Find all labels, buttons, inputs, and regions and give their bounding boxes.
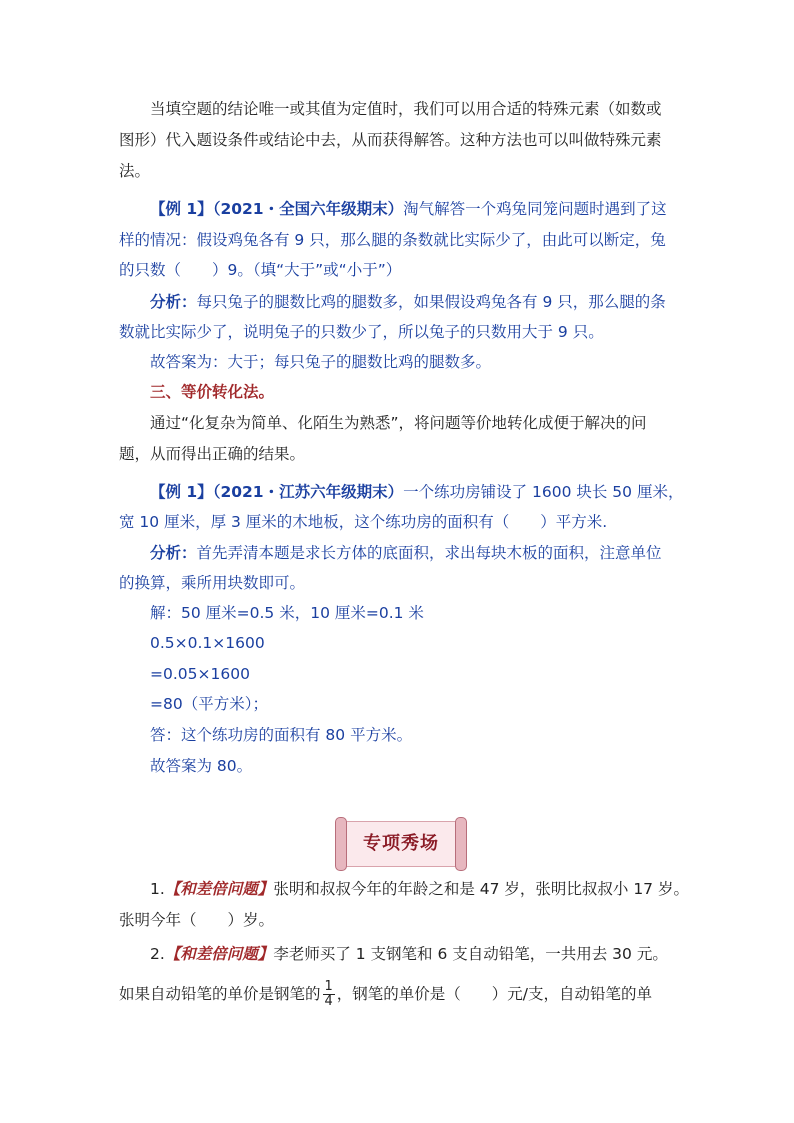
solution-line-2: 0.5×0.1×1600 [150,634,265,652]
question-text: 李老师买了 1 支钢笔和 6 支自动铅笔，一共用去 30 元。 [273,945,668,963]
section-3-heading: 三、等价转化法。 [150,383,275,401]
fraction-denominator: 4 [324,994,333,1009]
example-1-line-3: 的只数（ ）9。（填“大于”或“小于”） [119,261,402,279]
intro-line-2: 图形）代入题设条件或结论中去，从而获得解答。这种方法也可以叫做特殊元素 [119,131,662,149]
example-1-line-1 [150,199,667,219]
question-tag: 【和差倍问题】 [164,945,274,963]
section-banner [333,817,469,869]
example-text: 淘气解答一个鸡兔同笼问题时遇到了这 [403,200,667,218]
section-3-line-1: 通过“化复杂为简单、化陌生为熟悉”，将问题等价地转化成便于解决的问 [150,414,647,432]
question-tag: 【和差倍问题】 [164,880,274,898]
solution-line-6: 故答案为 80。 [150,757,253,775]
example-1-line-2: 样的情况：假设鸡兔各有 9 只，那么腿的条数就比实际少了，由此可以断定，兔 [119,231,666,249]
example-source: （2021・全国六年级期末） [212,200,404,218]
example-1-analysis-2: 数就比实际少了，说明兔子的只数少了，所以兔子的只数用大于 9 只。 [119,323,604,341]
question-1-line-1 [150,879,689,899]
analysis-text: 每只兔子的腿数比鸡的腿数多，如果假设鸡兔各有 9 只，那么腿的条 [196,293,666,311]
solution-line-4: =80（平方米）； [150,695,268,713]
fraction [323,980,335,1009]
analysis-text: 首先弄清本题是求长方体的底面积，求出每块木板的面积，注意单位 [196,544,662,562]
analysis-label: 分析： [150,293,197,311]
question-text: 张明和叔叔今年的年龄之和是 47 岁，张明比叔叔小 17 岁。 [273,880,689,898]
solution-line-3: =0.05×1600 [150,665,250,683]
example-source: （2021・江苏六年级期末） [212,483,404,501]
question-text: 如果自动铅笔的单价是钢笔的 [119,985,321,1003]
example-text: 一个练功房铺设了 1600 块长 50 厘米， [403,483,684,501]
analysis-label: 分析： [150,544,197,562]
question-text: ，钢笔的单价是（ ）元/支，自动铅笔的单 [336,985,653,1003]
question-1-line-2: 张明今年（ ）岁。 [119,911,275,929]
fraction-numerator: 1 [324,979,333,994]
example-1-analysis-1 [150,292,666,312]
example-2-line-1 [150,482,683,502]
question-number: 1. [150,880,165,898]
intro-line-3: 法。 [119,162,151,180]
example-tag: 【例 1】 [150,200,213,218]
question-2-line-1 [150,944,668,964]
question-2-line-2 [119,980,652,1009]
question-number: 2. [150,945,165,963]
example-2-line-2: 宽 10 厘米，厚 3 厘米的木地板，这个练功房的面积有（ ）平方米. [119,513,608,531]
solution-line-5: 答：这个练功房的面积有 80 平方米。 [150,726,413,744]
example-1-answer: 故答案为：大于；每只兔子的腿数比鸡的腿数多。 [150,353,492,371]
example-2-analysis-2: 的换算，乘所用块数即可。 [119,574,306,592]
example-tag: 【例 1】 [150,483,213,501]
section-3-line-2: 题，从而得出正确的结果。 [119,445,306,463]
banner-title: 专项秀场 [363,833,439,854]
solution-line-1: 解：50 厘米=0.5 米，10 厘米=0.1 米 [150,604,424,622]
example-2-analysis-1 [150,543,662,563]
intro-line-1: 当填空题的结论唯一或其值为定值时，我们可以用合适的特殊元素（如数或 [150,100,662,118]
